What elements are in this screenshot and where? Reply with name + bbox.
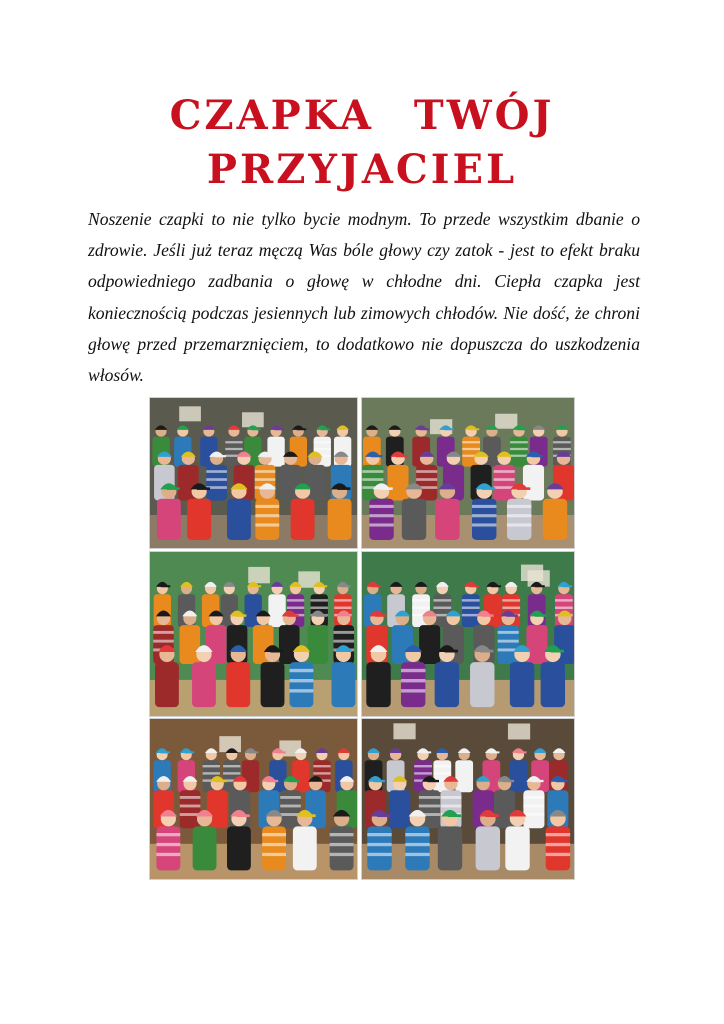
body-paragraph: Noszenie czapki to nie tylko bycie modnym. To przede wszystkim dbanie o zdrowie. Jeśli już teraz męczą Was bóle głowy czy zatok - jest to efekt braku odpowiedniego zadbania o głowę w chłodne dni. Ciepła czapka jest koniecznością podczas jesiennych lub zimowych chłodów. Nie dość, że chroni głowę przed przemarznięciem, to dodatkowo nie dopuszcza do uszkodzenia włosów. bbox=[88, 209, 640, 386]
photo-4 bbox=[361, 551, 575, 717]
page-title-line-2: PRZYJACIEL bbox=[206, 146, 518, 193]
group-photo-children-in-hats bbox=[150, 398, 357, 548]
photo-6 bbox=[361, 718, 575, 880]
group-photo-children-in-hats bbox=[362, 719, 574, 879]
photo-3 bbox=[149, 551, 358, 717]
photo-5 bbox=[149, 718, 358, 880]
group-photo-children-in-hats bbox=[362, 552, 574, 716]
title-word-czapka: CZAPKA bbox=[169, 92, 374, 139]
group-photo-children-in-hats bbox=[150, 719, 357, 879]
group-photo-children-in-hats bbox=[362, 398, 574, 548]
group-photo-children-in-hats bbox=[150, 552, 357, 716]
page-title-line-1 bbox=[0, 88, 724, 144]
photo-2 bbox=[361, 397, 575, 549]
photo-1 bbox=[149, 397, 358, 549]
title-word-twoj: TWÓJ bbox=[413, 92, 555, 139]
